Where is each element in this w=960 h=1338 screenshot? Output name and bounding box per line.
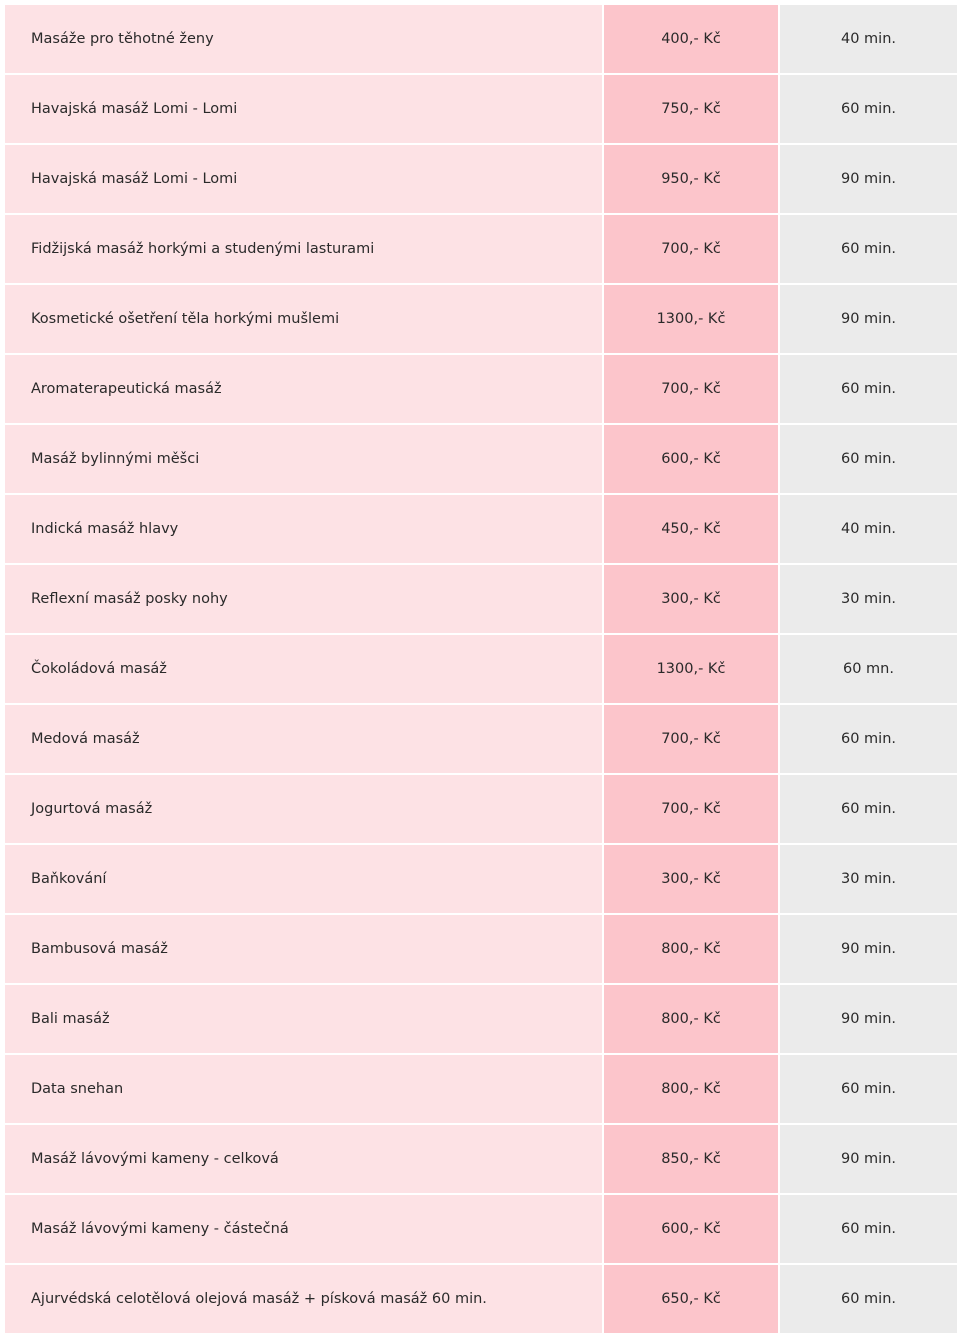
service-name: Baňkování [31, 871, 107, 887]
service-price: 700,- Kč [661, 801, 721, 817]
duration-cell [780, 1055, 957, 1123]
table-row [5, 1265, 957, 1333]
price-cell [604, 705, 778, 773]
service-duration: 90 min. [840, 311, 896, 327]
service-price: 1300,- Kč [656, 311, 726, 327]
service-name: Jogurtová masáž [31, 801, 153, 817]
price-cell [604, 1125, 778, 1193]
service-name-cell [5, 145, 602, 213]
table-row [5, 565, 957, 633]
service-name: Masáž lávovými kameny - částečná [31, 1221, 289, 1237]
price-cell [604, 145, 778, 213]
service-name-cell [5, 985, 602, 1053]
table-row [5, 355, 957, 423]
service-name: Data snehan [31, 1081, 124, 1097]
service-price: 800,- Kč [661, 941, 721, 957]
service-name-cell [5, 1265, 602, 1333]
service-name-cell [5, 1055, 602, 1123]
duration-cell [780, 845, 957, 913]
price-cell [604, 1195, 778, 1263]
price-cell [604, 495, 778, 563]
service-duration: 60 min. [840, 101, 896, 117]
service-price: 750,- Kč [661, 101, 721, 117]
service-name: Masáže pro těhotné ženy [31, 31, 214, 47]
service-name-cell [5, 285, 602, 353]
table-row [5, 75, 957, 143]
duration-cell [780, 565, 957, 633]
service-price: 450,- Kč [661, 521, 721, 537]
service-duration: 40 min. [840, 521, 896, 537]
price-cell [604, 5, 778, 73]
service-name-cell [5, 1125, 602, 1193]
service-name: Masáž bylinnými měšci [31, 451, 200, 467]
duration-cell [780, 1265, 957, 1333]
service-name-cell [5, 775, 602, 843]
price-cell [604, 985, 778, 1053]
price-cell [604, 75, 778, 143]
service-price: 400,- Kč [661, 31, 721, 47]
table-row [5, 1125, 957, 1193]
price-cell [604, 915, 778, 983]
service-name-cell [5, 5, 602, 73]
table-row [5, 1055, 957, 1123]
service-duration: 60 min. [840, 1081, 896, 1097]
table-row [5, 845, 957, 913]
service-duration: 60 min. [840, 381, 896, 397]
table-row [5, 1195, 957, 1263]
service-price: 600,- Kč [661, 1221, 721, 1237]
service-name: Bambusová masáž [31, 941, 168, 957]
price-cell [604, 775, 778, 843]
service-name-cell [5, 75, 602, 143]
service-name: Medová masáž [31, 731, 140, 747]
duration-cell [780, 285, 957, 353]
price-cell [604, 845, 778, 913]
price-cell [604, 215, 778, 283]
service-name-cell [5, 1195, 602, 1263]
service-price: 700,- Kč [661, 241, 721, 257]
table-row [5, 425, 957, 493]
service-name-cell [5, 355, 602, 423]
service-name: Čokoládová masáž [31, 661, 167, 677]
service-duration: 90 min. [840, 941, 896, 957]
duration-cell [780, 75, 957, 143]
service-name: Indická masáž hlavy [31, 521, 179, 537]
duration-cell [780, 705, 957, 773]
duration-cell [780, 775, 957, 843]
table-row [5, 915, 957, 983]
service-duration: 60 min. [840, 241, 896, 257]
service-name: Aromaterapeutická masáž [31, 381, 222, 397]
duration-cell [780, 145, 957, 213]
service-duration: 60 mn. [843, 661, 894, 677]
service-name-cell [5, 215, 602, 283]
table-row [5, 705, 957, 773]
price-cell [604, 1265, 778, 1333]
duration-cell [780, 915, 957, 983]
service-price: 850,- Kč [661, 1151, 721, 1167]
service-price: 800,- Kč [661, 1081, 721, 1097]
service-duration: 30 min. [840, 591, 896, 607]
service-price: 300,- Kč [661, 871, 721, 887]
service-duration: 90 min. [840, 1151, 896, 1167]
service-price: 300,- Kč [661, 591, 721, 607]
price-cell [604, 635, 778, 703]
table-row [5, 215, 957, 283]
table-row [5, 495, 957, 563]
service-name-cell [5, 705, 602, 773]
service-price: 700,- Kč [661, 731, 721, 747]
massage-price-table [5, 5, 957, 1333]
service-name-cell [5, 565, 602, 633]
service-name: Ajurvédská celotělová olejová masáž + písková masáž 60 min. [31, 1291, 487, 1307]
service-name: Kosmetické ošetření těla horkými mušlemi [31, 311, 340, 327]
service-name: Havajská masáž Lomi - Lomi [31, 171, 238, 187]
service-duration: 90 min. [840, 171, 896, 187]
duration-cell [780, 1195, 957, 1263]
service-name: Bali masáž [31, 1011, 110, 1027]
service-price: 700,- Kč [661, 381, 721, 397]
duration-cell [780, 425, 957, 493]
service-price: 650,- Kč [661, 1291, 721, 1307]
table-row [5, 145, 957, 213]
service-price: 950,- Kč [661, 171, 721, 187]
price-cell [604, 565, 778, 633]
service-duration: 60 min. [840, 451, 896, 467]
service-duration: 60 min. [840, 1291, 896, 1307]
service-name: Fidžijská masáž horkými a studenými lasturami [31, 241, 375, 257]
duration-cell [780, 355, 957, 423]
service-duration: 60 min. [840, 731, 896, 747]
duration-cell [780, 495, 957, 563]
service-duration: 30 min. [840, 871, 896, 887]
duration-cell [780, 985, 957, 1053]
table-row [5, 5, 957, 73]
service-name-cell [5, 495, 602, 563]
service-duration: 60 min. [840, 801, 896, 817]
table-row [5, 775, 957, 843]
table-row [5, 635, 957, 703]
price-cell [604, 355, 778, 423]
price-cell [604, 425, 778, 493]
service-name-cell [5, 425, 602, 493]
service-name-cell [5, 635, 602, 703]
duration-cell [780, 5, 957, 73]
service-price: 600,- Kč [661, 451, 721, 467]
service-name: Havajská masáž Lomi - Lomi [31, 101, 238, 117]
service-duration: 90 min. [840, 1011, 896, 1027]
service-name-cell [5, 915, 602, 983]
service-price: 1300,- Kč [656, 661, 726, 677]
table-row [5, 985, 957, 1053]
service-duration: 60 min. [840, 1221, 896, 1237]
price-cell [604, 285, 778, 353]
duration-cell [780, 635, 957, 703]
duration-cell [780, 1125, 957, 1193]
service-name: Reflexní masáž posky nohy [31, 591, 228, 607]
table-row [5, 285, 957, 353]
price-cell [604, 1055, 778, 1123]
service-price: 800,- Kč [661, 1011, 721, 1027]
duration-cell [780, 215, 957, 283]
service-name-cell [5, 845, 602, 913]
service-duration: 40 min. [840, 31, 896, 47]
service-name: Masáž lávovými kameny - celková [31, 1151, 279, 1167]
